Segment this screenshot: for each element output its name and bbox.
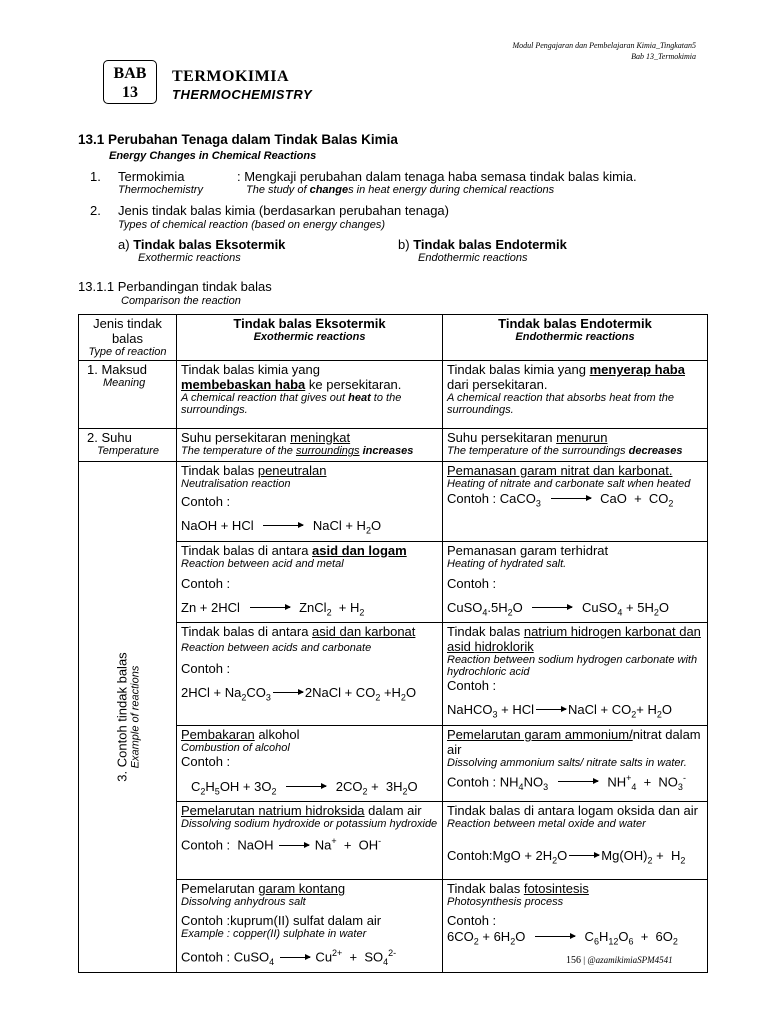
exo-temperature: Suhu persekitaran meningkat The temperature of the surroundings increases	[177, 429, 443, 462]
running-header	[512, 40, 696, 62]
item2-number: 2.	[90, 203, 101, 218]
page-number: 156	[566, 955, 581, 966]
endo-example-5: Tindak balas di antara logam oksida dan air Reaction between metal oxide and water Contoh:MgO + $2H_2O$ $Mg(OH)_2 + H_2$	[443, 802, 708, 880]
label-examples-text: 3. Contoh tindak balas Example of reactions	[114, 652, 141, 782]
item1-definition: : Mengkaji perubahan dalam tenaga haba semasa tindak balas kimia.	[237, 169, 637, 184]
chapter-title: TERMOKIMIA	[172, 68, 289, 85]
header-line-1: Modul Pengajaran dan Pembelajaran Kimia_Tingkatan5	[512, 41, 696, 50]
option-a: a) Tindak balas Eksotermik	[118, 237, 286, 252]
item1-number: 1.	[90, 169, 101, 184]
footer-credit: @azamikimiaSPM4541	[587, 955, 673, 965]
label-examples	[79, 462, 177, 973]
item2-text: Jenis tindak balas kimia (berdasarkan perubahan tenaga)	[118, 203, 449, 218]
exo-example-6: Pemelarutan garam kontang Dissolving anhydrous salt Contoh :kuprum(II) sulfat dalam air Example : copper(II) sulphate in water Contoh : CuSO$_4$ $Cu^{2+} + SO_4^{2-}$	[177, 880, 443, 973]
header-exothermic: Tindak balas Eksotermik Exothermic reactions	[177, 315, 443, 361]
item1-term: Termokimia	[118, 169, 185, 184]
endo-example-6: Tindak balas fotosintesis Photosynthesis process Contoh : $6CO_2 + 6H_2O$ $C_6H_{12}O_6 + 6O_2$	[443, 880, 708, 973]
endo-example-4: Pemelarutan garam ammonium/nitrat dalam air Dissolving ammonium salts/ nitrate salts in water. Contoh : $NH_4NO_3$ $NH^+_4 + NO_3^-$	[443, 725, 708, 802]
option-a-en: Exothermic reactions	[138, 252, 241, 264]
header-endothermic: Tindak balas Endotermik Endothermic reactions	[443, 315, 708, 361]
section-heading-en: Energy Changes in Chemical Reactions	[109, 150, 317, 162]
exo-example-2: Tindak balas di antara asid dan logam Reaction between acid and metal Contoh : Zn + 2HCl ZnCl$_2$ + $H_2$	[177, 541, 443, 623]
comparison-table	[78, 314, 708, 973]
chapter-box	[103, 60, 157, 104]
table-row-meaning	[79, 361, 708, 429]
example-row-1	[79, 462, 708, 542]
option-b-en: Endothermic reactions	[418, 252, 528, 264]
subsection-heading-en: Comparison the reaction	[121, 295, 241, 307]
endo-example-1: Pemanasan garam nitrat dan karbonat. Heating of nitrate and carbonate salt when heated Contoh : CaCO$_3$ CaO + $CO_2$	[443, 462, 708, 542]
exo-example-1: Tindak balas peneutralan Neutralisation reaction Contoh : NaOH + HCl NaCl + $H_2O$	[177, 462, 443, 542]
header-line-2: Bab 13_Termokimia	[631, 52, 696, 61]
option-b: b) Tindak balas Endotermik	[398, 237, 567, 252]
exo-example-3: Tindak balas di antara asid dan karbonat Reaction between acids and carbonate Contoh : $2HCl + Na_2CO_3$ 2NaCl + $CO_2 +H_2O$	[177, 623, 443, 726]
endo-meaning: Tindak balas kimia yang menyerap haba dari persekitaran. A chemical reaction that absorbs heat from the surroundings.	[443, 361, 708, 429]
chapter-label: BAB	[113, 65, 147, 82]
exo-example-5: Pemelarutan natrium hidroksida dalam air Dissolving sodium hydroxide or potassium hydroxide Contoh : NaOH Na+ + OH-	[177, 802, 443, 880]
item2-text-en: Types of chemical reaction (based on energy changes)	[118, 219, 385, 231]
table-header-row	[79, 315, 708, 361]
item1-term-en: Thermochemistry	[118, 184, 203, 196]
endo-temperature: Suhu persekitaran menurun The temperature of the surroundings decreases	[443, 429, 708, 462]
section-heading: 13.1 Perubahan Tenaga dalam Tindak Balas Kimia	[78, 132, 398, 147]
endo-example-3: Tindak balas natrium hidrogen karbonat dan asid hidroklorik Reaction between sodium hydrogen carbonate with hydrochloric acid Contoh : NaHCO$_3$ + HCl NaCl + $CO_2+ H_2O$	[443, 623, 708, 726]
item1-definition-en: The study of changes in heat energy during chemical reactions	[246, 184, 555, 196]
chapter-subtitle: THERMOCHEMISTRY	[172, 87, 313, 102]
exo-meaning: Tindak balas kimia yang membebaskan haba ke persekitaran. A chemical reaction that gives out heat to the surroundings.	[177, 361, 443, 429]
endo-example-2: Pemanasan garam terhidrat Heating of hydrated salt. Contoh : $CuSO_4.5H_2O$ CuSO$_4$ + $5H_2O$	[443, 541, 708, 623]
label-meaning: 1. Maksud Meaning	[79, 361, 177, 429]
label-temperature: 2. Suhu Temperature	[79, 429, 177, 462]
page-footer: 156 | @azamikimiaSPM4541	[566, 955, 673, 966]
table-row-temperature	[79, 429, 708, 462]
subsection-heading: 13.1.1 Perbandingan tindak balas	[78, 279, 272, 294]
chapter-number: 13	[122, 84, 138, 101]
exo-example-4: Pembakaran alkohol Combustion of alcohol Contoh : $C_2H_5OH + 3O_2$ $2CO_2 + 3H_2O$	[177, 725, 443, 802]
header-type: Jenis tindak balas Type of reaction	[79, 315, 177, 361]
